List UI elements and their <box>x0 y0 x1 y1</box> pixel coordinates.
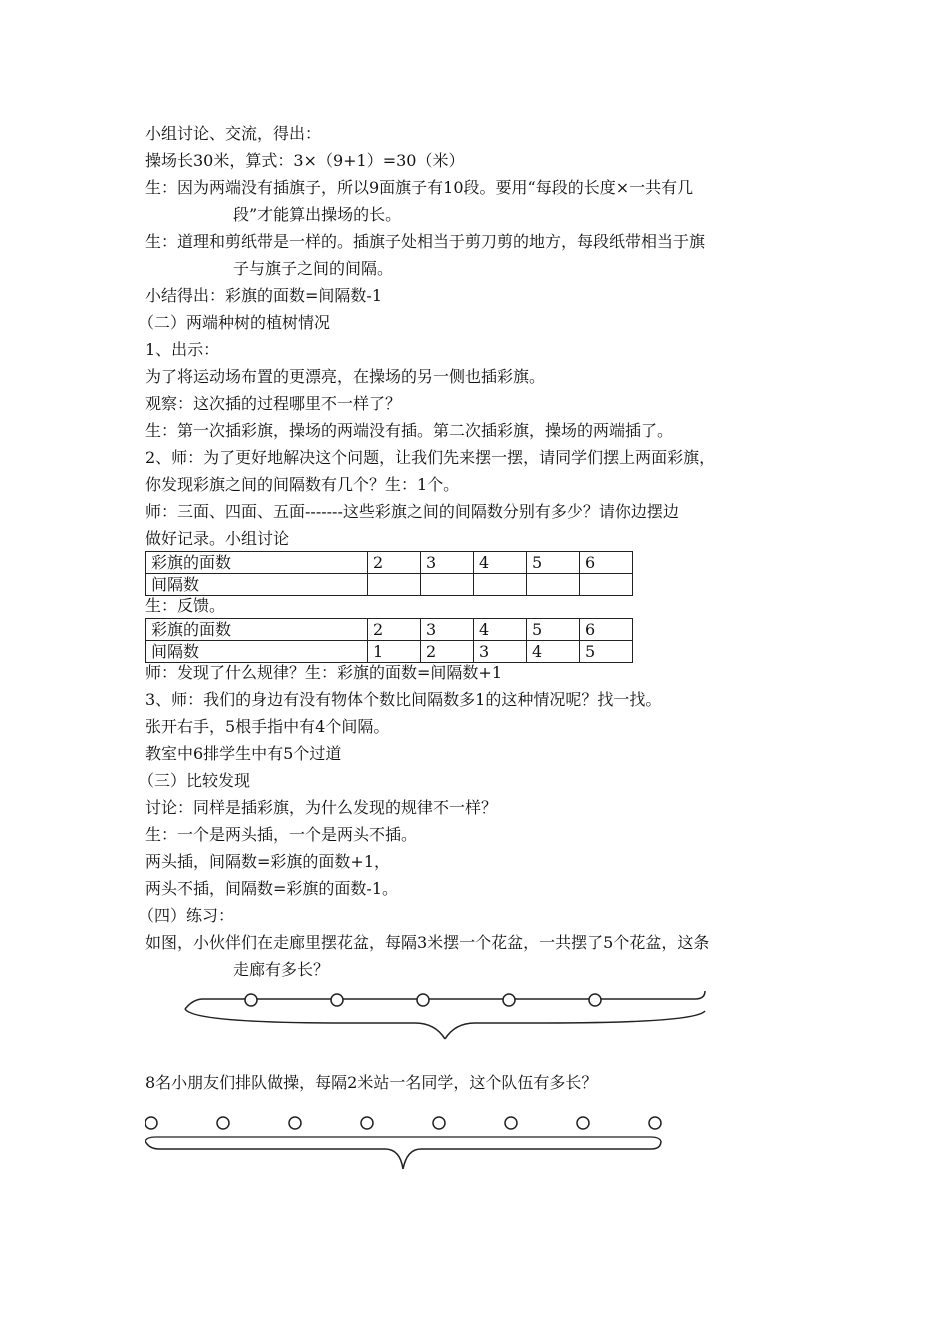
table-cell: 2 <box>368 552 421 574</box>
text-line: 生：道理和剪纸带是一样的。插旗子处相当于剪刀剪的地方，每段纸带相当于旗 <box>145 232 706 251</box>
text-line: 生：一个是两头插，一个是两头不插。 <box>145 825 418 844</box>
table-cell <box>421 574 474 596</box>
text-line: 两头不插，间隔数=彩旗的面数-1。 <box>145 879 398 898</box>
section-heading: （二）两端种树的植树情况 <box>138 313 331 332</box>
record-table-empty <box>145 551 633 596</box>
text-line: 小组讨论、交流，得出： <box>145 124 322 143</box>
text-line: 生：第一次插彩旗，操场的两端没有插。第二次插彩旗，操场的两端插了。 <box>145 421 674 440</box>
text-line: 观察：这次插的过程哪里不一样了？ <box>145 394 402 413</box>
text-line: 做好记录。小组讨论 <box>145 529 290 548</box>
table-cell: 5 <box>527 619 580 641</box>
text-line: 教室中6排学生中有5个过道 <box>145 744 342 763</box>
table-cell <box>580 574 633 596</box>
table-cell <box>474 574 527 596</box>
queue-diagram <box>145 1109 815 1189</box>
table-cell <box>368 574 421 596</box>
text-line: 段”才能算出操场的长。 <box>233 205 402 224</box>
table-cell: 间隔数 <box>146 641 368 663</box>
text-line: 为了将运动场布置的更漂亮，在操场的另一侧也插彩旗。 <box>145 367 546 386</box>
table-cell: 6 <box>580 552 633 574</box>
text-line: 1、出示： <box>145 340 220 359</box>
table-cell: 3 <box>421 619 474 641</box>
table-row <box>146 641 633 663</box>
table-cell: 6 <box>580 619 633 641</box>
table-cell <box>527 574 580 596</box>
table-cell: 彩旗的面数 <box>146 552 368 574</box>
text-line: 3、师：我们的身边有没有物体个数比间隔数多1的这种情况呢？找一找。 <box>145 690 662 709</box>
table-cell: 4 <box>527 641 580 663</box>
table-cell: 3 <box>474 641 527 663</box>
text-line: 你发现彩旗之间的间隔数有几个？生：1个。 <box>145 475 460 494</box>
table-row <box>146 619 633 641</box>
table-cell: 5 <box>527 552 580 574</box>
table-cell: 2 <box>368 619 421 641</box>
text-line: 张开右手，5根手指中有4个间隔。 <box>145 717 390 736</box>
text-line: 如图，小伙伴们在走廊里摆花盆，每隔3米摆一个花盆，一共摆了5个花盆，这条 <box>145 933 710 952</box>
text-line: 生：因为两端没有插旗子，所以9面旗子有10段。要用“每段的长度×一共有几 <box>145 178 694 197</box>
table-cell: 5 <box>580 641 633 663</box>
document-body <box>138 124 815 1189</box>
text-line: 走廊有多长？ <box>233 960 330 979</box>
table-cell: 间隔数 <box>146 574 368 596</box>
table-cell: 2 <box>421 641 474 663</box>
table-cell: 4 <box>474 552 527 574</box>
text-line: 8名小朋友们排队做操，每隔2米站一名同学，这个队伍有多长？ <box>145 1073 598 1092</box>
table-row <box>146 574 633 596</box>
text-line: 操场长30米，算式：3×（9+1）=30（米） <box>145 151 465 170</box>
table-row <box>146 552 633 574</box>
section-heading: （三）比较发现 <box>138 771 251 790</box>
table-cell: 1 <box>368 641 421 663</box>
text-line: 生：反馈。 <box>145 596 226 615</box>
text-line: 小结得出：彩旗的面数=间隔数-1 <box>145 286 382 305</box>
text-line: 师：发现了什么规律？生：彩旗的面数=间隔数+1 <box>145 663 502 682</box>
text-line: 两头插，间隔数=彩旗的面数+1， <box>145 852 390 871</box>
text-line: 2、师：为了更好地解决这个问题，让我们先来摆一摆，请同学们摆上两面彩旗， <box>145 448 716 467</box>
table-cell: 彩旗的面数 <box>146 619 368 641</box>
table-cell: 3 <box>421 552 474 574</box>
table-cell: 4 <box>474 619 527 641</box>
flowerpot-diagram <box>145 987 815 1057</box>
text-line: 师：三面、四面、五面-------这些彩旗之间的间隔数分别有多少？请你边摆边 <box>145 502 679 521</box>
text-line: 子与旗子之间的间隔。 <box>233 259 394 278</box>
text-line: 讨论：同样是插彩旗，为什么发现的规律不一样？ <box>145 798 498 817</box>
record-table-filled <box>145 618 633 663</box>
section-heading: （四）练习： <box>138 906 235 925</box>
